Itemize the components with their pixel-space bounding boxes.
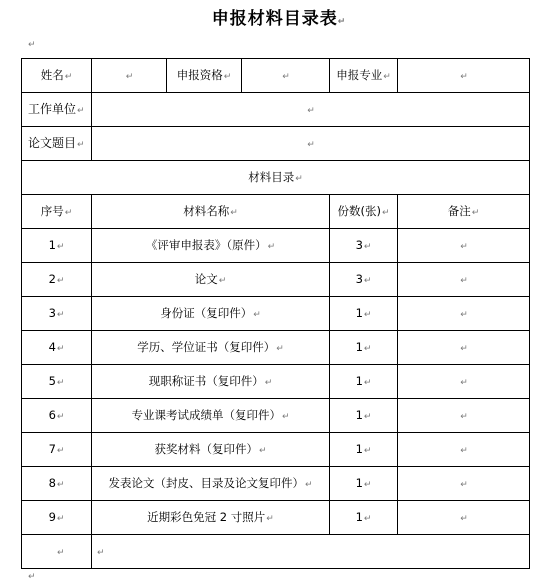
row-no: 3	[48, 305, 56, 320]
paragraph-mark: ↵	[266, 513, 274, 524]
applicant-row	[22, 59, 530, 93]
row-material: 《评审申报表》（原件）	[145, 237, 267, 252]
paragraph-mark: ↵	[56, 275, 65, 286]
row-copies: 1	[355, 305, 363, 320]
row-copies-cell	[330, 467, 398, 501]
column-header-no	[22, 195, 92, 229]
material-rows	[22, 229, 530, 535]
paragraph-mark: ↵	[223, 71, 232, 82]
column-header-row	[22, 195, 530, 229]
row-no: 9	[48, 509, 56, 524]
row-material-cell	[92, 399, 330, 433]
row-material: 近期彩色免冠 2 寸照片	[147, 509, 266, 524]
paragraph-mark: ↵	[295, 173, 303, 184]
row-no: 6	[48, 407, 56, 422]
section-title-row	[22, 161, 530, 195]
row-no-cell	[22, 263, 92, 297]
row-no-cell	[22, 331, 92, 365]
paragraph-mark: ↵	[460, 241, 468, 252]
paragraph-mark: ↵	[28, 572, 36, 582]
row-remarks-cell[interactable]	[398, 399, 530, 433]
row-no-cell	[22, 297, 92, 331]
paragraph-mark: ↵	[281, 411, 290, 422]
row-no: 2	[48, 271, 56, 286]
column-header-material-text: 材料名称	[183, 203, 230, 218]
row-material-cell	[92, 263, 330, 297]
paragraph-mark: ↵	[363, 445, 372, 456]
row-remarks-cell[interactable]	[398, 263, 530, 297]
qualification-label-cell	[167, 59, 242, 93]
workplace-value-cell[interactable]	[92, 93, 530, 127]
row-material: 学历、学位证书（复印件）	[137, 339, 276, 354]
paragraph-mark: ↵	[460, 513, 468, 524]
paragraph-mark: ↵	[337, 17, 347, 27]
row-copies: 3	[355, 237, 363, 252]
paragraph-mark: ↵	[56, 309, 65, 320]
paragraph-mark: ↵	[471, 207, 480, 218]
column-header-copies-text: 份数(张)	[337, 203, 381, 218]
paragraph-mark: ↵	[56, 445, 65, 456]
paragraph-mark: ↵	[253, 309, 261, 320]
paragraph-mark: ↵	[276, 343, 284, 354]
row-no: 1	[48, 237, 56, 252]
paragraph-mark: ↵	[460, 71, 468, 82]
row-no: 5	[48, 373, 56, 388]
section-title: 材料目录	[248, 169, 295, 184]
major-value-cell[interactable]	[398, 59, 530, 93]
workplace-label-cell	[22, 93, 92, 127]
name-label-cell	[22, 59, 92, 93]
name-label: 姓名	[40, 67, 64, 82]
row-no: 8	[48, 475, 56, 490]
row-remarks-cell[interactable]	[398, 433, 530, 467]
paragraph-mark: ↵	[460, 309, 468, 320]
paragraph-mark: ↵	[56, 343, 65, 354]
paragraph-mark: ↵	[218, 275, 227, 286]
row-copies: 1	[355, 407, 363, 422]
column-header-remarks-text: 备注	[447, 203, 471, 218]
row-material-cell	[92, 365, 330, 399]
paragraph-mark: ↵	[460, 275, 468, 286]
table-row	[22, 433, 530, 467]
major-label-cell	[330, 59, 398, 93]
row-material-cell	[92, 501, 330, 535]
row-remarks-cell[interactable]	[398, 467, 530, 501]
row-no: 7	[48, 441, 56, 456]
row-material-cell	[92, 433, 330, 467]
workplace-label: 工作单位	[28, 101, 77, 116]
paragraph-mark: ↵	[307, 105, 315, 116]
paragraph-mark: ↵	[125, 71, 134, 82]
row-remarks-cell[interactable]	[398, 297, 530, 331]
paragraph-mark: ↵	[304, 479, 313, 490]
section-title-cell	[22, 161, 530, 195]
row-copies: 1	[355, 509, 363, 524]
paragraph-mark: ↵	[381, 207, 390, 218]
row-copies: 1	[355, 441, 363, 456]
table-row	[22, 365, 530, 399]
table-row	[22, 229, 530, 263]
table-row	[22, 331, 530, 365]
paragraph-mark: ↵	[56, 411, 65, 422]
row-remarks-cell[interactable]	[398, 501, 530, 535]
paragraph-mark: ↵	[363, 479, 372, 490]
row-copies-cell	[330, 433, 398, 467]
qualification-value-cell[interactable]	[242, 59, 330, 93]
row-copies-cell	[330, 399, 398, 433]
column-header-no-text: 序号	[40, 203, 64, 218]
row-no-cell	[22, 501, 92, 535]
table-row	[22, 263, 530, 297]
column-header-remarks	[398, 195, 530, 229]
paragraph-mark: ↵	[460, 343, 468, 354]
name-value-cell[interactable]	[92, 59, 167, 93]
paragraph-mark: ↵	[460, 377, 468, 388]
row-copies-cell	[330, 263, 398, 297]
row-material: 身份证（复印件）	[160, 305, 253, 320]
paragraph-mark: ↵	[383, 71, 391, 82]
row-copies-cell	[330, 501, 398, 535]
paragraph-mark: ↵	[363, 343, 372, 354]
row-copies: 3	[355, 271, 363, 286]
paragraph-mark: ↵	[97, 547, 105, 558]
paragraph-mark: ↵	[282, 71, 290, 82]
paragraph-mark: ↵	[460, 445, 468, 456]
paragraph-mark: ↵	[264, 377, 273, 388]
row-copies-cell	[330, 331, 398, 365]
major-label: 申报专业	[336, 67, 383, 82]
table-row-blank	[22, 535, 530, 569]
paragraph-mark: ↵	[56, 241, 65, 252]
row-material: 发表论文（封皮、目录及论文复印件）	[108, 475, 304, 490]
blank-no-cell[interactable]	[22, 535, 92, 569]
paragraph-mark: ↵	[363, 377, 372, 388]
row-material-cell	[92, 297, 330, 331]
row-copies-cell	[330, 365, 398, 399]
paragraph-mark: ↵	[460, 479, 468, 490]
paragraph-mark: ↵	[258, 445, 267, 456]
row-no-cell	[22, 399, 92, 433]
row-material-cell	[92, 229, 330, 263]
column-header-copies	[330, 195, 398, 229]
column-header-material	[92, 195, 330, 229]
paragraph-mark: ↵	[363, 513, 372, 524]
paragraph-mark: ↵	[28, 40, 36, 50]
row-material: 现职称证书（复印件）	[148, 373, 264, 388]
row-no-cell	[22, 229, 92, 263]
row-no-cell	[22, 365, 92, 399]
paragraph-mark: ↵	[363, 275, 372, 286]
paragraph-mark: ↵	[460, 411, 468, 422]
row-copies: 1	[355, 475, 363, 490]
qualification-label: 申报资格	[176, 67, 223, 82]
workplace-row	[22, 93, 530, 127]
row-material-cell	[92, 331, 330, 365]
table-row	[22, 297, 530, 331]
page-title-text: 申报材料目录表	[211, 9, 338, 29]
row-remarks-cell[interactable]	[398, 365, 530, 399]
row-material: 获奖材料（复印件）	[154, 441, 258, 456]
paragraph-mark: ↵	[363, 241, 372, 252]
thesis-value-cell[interactable]	[92, 127, 530, 161]
paragraph-mark: ↵	[56, 513, 65, 524]
row-no: 4	[48, 339, 56, 354]
material-list-table	[21, 58, 530, 569]
paragraph-mark: ↵	[56, 377, 65, 388]
paragraph-mark: ↵	[77, 139, 85, 150]
paragraph-mark: ↵	[307, 139, 315, 150]
paragraph-mark: ↵	[57, 547, 65, 558]
row-remarks-cell[interactable]	[398, 331, 530, 365]
row-remarks-cell[interactable]	[398, 229, 530, 263]
row-no-cell	[22, 433, 92, 467]
paragraph-mark: ↵	[230, 207, 238, 218]
paragraph-mark: ↵	[267, 241, 276, 252]
row-copies-cell	[330, 297, 398, 331]
paragraph-mark: ↵	[363, 411, 372, 422]
thesis-label-cell	[22, 127, 92, 161]
row-material-cell	[92, 467, 330, 501]
row-material: 论文	[194, 271, 218, 286]
row-copies: 1	[355, 339, 363, 354]
row-no-cell	[22, 467, 92, 501]
row-copies-cell	[330, 229, 398, 263]
thesis-row	[22, 127, 530, 161]
paragraph-mark: ↵	[56, 479, 65, 490]
paragraph-mark: ↵	[64, 71, 73, 82]
paragraph-mark: ↵	[363, 309, 372, 320]
table-row	[22, 501, 530, 535]
row-material: 专业课考试成绩单（复印件）	[131, 407, 281, 422]
row-copies: 1	[355, 373, 363, 388]
blank-content-cell[interactable]	[92, 535, 530, 569]
thesis-label: 论文题目	[28, 135, 77, 150]
table-row	[22, 467, 530, 501]
table-row	[22, 399, 530, 433]
paragraph-mark: ↵	[77, 105, 85, 116]
page-title	[0, 4, 558, 29]
paragraph-mark: ↵	[64, 207, 73, 218]
